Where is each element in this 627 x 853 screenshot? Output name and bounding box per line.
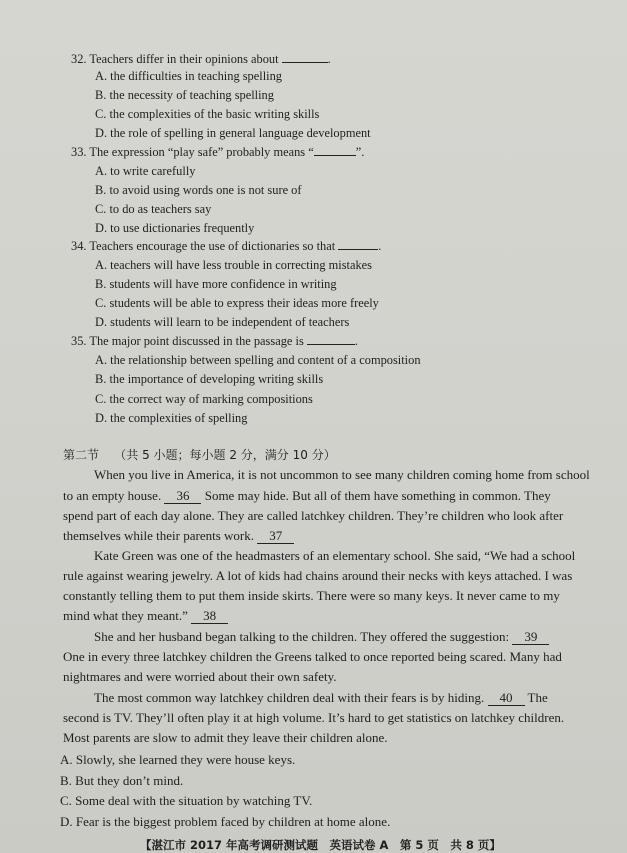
option: A. teachers will have less trouble in correcting mistakes: [95, 258, 372, 272]
question-32: 32. Teachers differ in their opinions about .: [71, 52, 331, 66]
option: C. the complexities of the basic writing skills: [95, 107, 320, 121]
choice: D. Fear is the biggest problem faced by children at home alone.: [60, 814, 391, 829]
paragraph-line: One in every three latchkey children the Greens talked to once reported being scared. Many had: [63, 649, 562, 664]
section-title: 第二节: [63, 448, 100, 462]
paragraph-line: second is TV. They’ll often play it at high volume. It’s hard to get statistics on latchkey children.: [63, 710, 565, 725]
choice: A. Slowly, she learned they were house keys.: [60, 752, 296, 767]
paragraph-line: mind what they meant.” 38: [63, 607, 228, 625]
paragraph-line: When you live in America, it is not uncommon to see many children coming home from school: [94, 467, 590, 482]
paragraph-line: She and her husband began talking to the children. They offered the suggestion: 39: [94, 628, 549, 646]
question-number: 33.: [71, 145, 87, 159]
section-note: （共 5 小题；每小题 2 分，满分 10 分）: [114, 448, 336, 462]
option: A. the difficulties in teaching spelling: [95, 69, 282, 83]
option: A. to write carefully: [95, 164, 196, 178]
blank-38: 38: [191, 609, 228, 624]
paragraph-line: Kate Green was one of the headmasters of an elementary school. She said, “We had a school: [94, 548, 576, 563]
option: D. to use dictionaries frequently: [95, 221, 255, 235]
blank-39: 39: [512, 630, 549, 645]
choice: C. Some deal with the situation by watching TV.: [60, 793, 313, 808]
option: C. to do as teachers say: [95, 202, 212, 216]
option: D. the role of spelling in general language development: [95, 126, 371, 140]
blank-40: 40: [488, 691, 525, 706]
option: D. the complexities of spelling: [95, 411, 248, 425]
paragraph-line: constantly telling them to put them inside skirts. There were so many keys. It never came to my: [63, 588, 560, 603]
question-number: 35.: [71, 334, 87, 348]
blank-36: 36: [164, 489, 201, 504]
option: B. students will have more confidence in writing: [95, 277, 337, 291]
question-stem: The major point discussed in the passage is: [89, 334, 304, 348]
paragraph-line: themselves while their parents work. 37: [63, 527, 294, 545]
paragraph-line: Most parents are slow to admit they leave their children alone.: [63, 730, 388, 745]
paragraph-line: nightmares and were worried about their own safety.: [63, 669, 337, 684]
option: C. students will be able to express their ideas more freely: [95, 296, 379, 310]
option: C. the correct way of marking compositions: [95, 392, 313, 406]
blank-37: 37: [257, 529, 294, 544]
section-heading: [63, 446, 336, 464]
question-number: 34.: [71, 239, 87, 253]
paragraph-line: rule against wearing jewelry. A lot of kids had chains around their necks with keys attached. I was: [63, 568, 573, 583]
choice: B. But they don’t mind.: [60, 773, 184, 788]
question-number: 32.: [71, 52, 87, 66]
option: B. the necessity of teaching spelling: [95, 88, 274, 102]
question-34: 34. Teachers encourage the use of dictionaries so that .: [71, 239, 382, 253]
paragraph-line: spend part of each day alone. They are called latchkey children. They’re children who look after: [63, 508, 564, 523]
option: A. the relationship between spelling and content of a composition: [95, 353, 421, 367]
question-35: 35. The major point discussed in the passage is .: [71, 334, 358, 348]
question-stem: Teachers encourage the use of dictionaries so that: [89, 239, 336, 253]
answer-blank: [307, 332, 355, 345]
answer-blank: [338, 237, 378, 250]
option: B. to avoid using words one is not sure of: [95, 183, 302, 197]
option: B. the importance of developing writing skills: [95, 372, 324, 386]
answer-blank: [282, 50, 328, 63]
question-33: 33. The expression “play safe” probably means “ ”.: [71, 145, 365, 159]
page-footer: 【湛江市 2017 年高考调研测试题 英语试卷 A 第 5 页 共 8 页】: [140, 838, 501, 852]
answer-blank: [314, 143, 356, 156]
question-stem: The expression “play safe” probably means “: [89, 145, 314, 159]
question-stem: Teachers differ in their opinions about: [89, 52, 279, 66]
option: D. students will learn to be independent of teachers: [95, 315, 350, 329]
paragraph-line: to an empty house. 36 Some may hide. But all of them have something in common. They: [63, 488, 551, 503]
paragraph-line: The most common way latchkey children deal with their fears is by hiding. 40 The: [94, 690, 548, 705]
